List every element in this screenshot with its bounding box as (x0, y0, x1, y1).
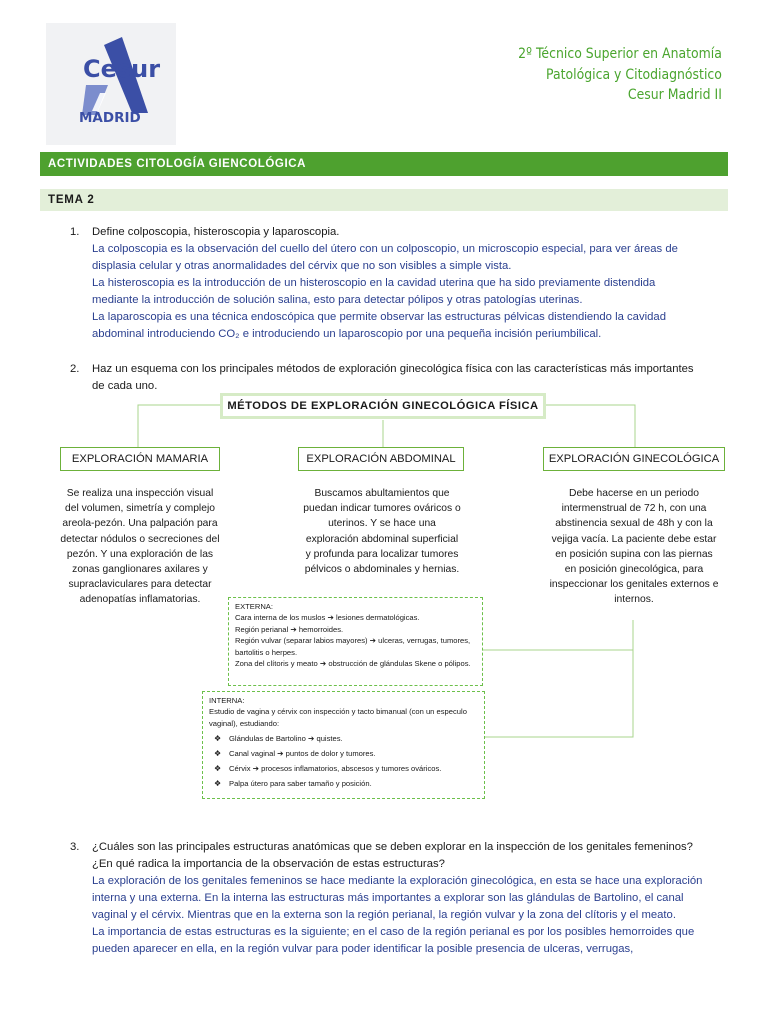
arrow-icon: ➔ (277, 748, 284, 758)
arrow-icon: ➔ (252, 763, 260, 773)
interna-box (202, 691, 485, 799)
arrow-icon: ➔ (369, 636, 377, 646)
question-text: Define colposcopia, histeroscopia y laparoscopia. (92, 226, 340, 238)
externa-item-site: Zona del clítoris y meato (235, 659, 318, 669)
interna-item (209, 733, 478, 744)
answer-colposcopia: La colposcopia es la observación del cuello del útero con un colposcopio, un microscopio especial, para ver áreas de displasia celular y otras anormalidades del cérvix que no son visibles a simple vista. (92, 243, 678, 272)
externa-item-finding: hemorroides. (298, 624, 344, 634)
box-exploracion-ginecologica: EXPLORACIÓN GINECOLÓGICA (543, 447, 725, 471)
answer-structures: La exploración de los genitales femeninos se hace mediante la exploración ginecológica, en esta se hace una exploración interna y una externa. En la interna las estructuras más importantes a explorar son las glándulas de Bartolino, el canal vaginal y el cérvix. Mientras que en la externa son la región perianal, la región vulvar y la zona del clítoris y el meato. (92, 875, 703, 921)
interna-item (209, 748, 478, 759)
desc-abdominal: Buscamos abultamientos que puedan indicar tumores ováricos o uterinos. Y se hace una exploración abdominal superficial y profunda para localizar tumores pélvicos o abdominales y hernias. (303, 488, 461, 576)
externa-item-site: Cara interna de los muslos (235, 613, 326, 623)
externa-heading: EXTERNA: (235, 602, 273, 611)
desc-ginecologica: Debe hacerse en un periodo intermenstrual de 72 h, con una abstinencia sexual de 48h y con la vejiga vacía. La paciente debe estar en posición supina con las piernas en posición ginecológica, para inspeccionar los genitales externos e internos. (549, 488, 719, 606)
externa-item-site: Región perianal (235, 624, 289, 634)
diamond-bullet-icon: ❖ (214, 748, 222, 758)
externa-item (235, 635, 476, 658)
document-header (518, 44, 722, 106)
interna-item (209, 778, 478, 789)
externa-item (235, 624, 476, 635)
header-line-1: 2º Técnico Superior en Anatomía (518, 46, 722, 62)
diagram-title: MÉTODOS DE EXPLORACIÓN GINECOLÓGICA FÍSICA (220, 393, 546, 419)
arrow-icon: ➔ (307, 733, 315, 743)
externa-item (235, 612, 476, 623)
interna-item-site: Cérvix (229, 763, 251, 773)
question-text: Haz un esquema con los principales métodos de exploración ginecológica física con las características más importantes de cada uno. (92, 363, 694, 392)
question-number: 1. (70, 226, 80, 238)
interna-item-site: Glándulas de Bartolino (229, 733, 306, 743)
externa-item-site: Región vulvar (separar labios mayores) (235, 636, 368, 646)
interna-list (209, 733, 478, 789)
arrow-icon: ➔ (327, 613, 334, 623)
diamond-bullet-icon: ❖ (214, 733, 222, 743)
arrow-icon: ➔ (319, 659, 327, 669)
section-title-bar: ACTIVIDADES CITOLOGÍA GIENCOLÓGICA (40, 152, 728, 176)
externa-item-finding: obstrucción de glándulas Skene o pólipos. (328, 659, 471, 669)
topic-title-bar: TEMA 2 (40, 189, 728, 213)
desc-mamaria: Se realiza una inspección visual del volumen, simetría y complejo areola-pezón. Una palpación para detectar nódulos o secreciones del pezón. Y una exploración de las zonas ganglionares axilares y supraclaviculares para detectar adenopatías inflamatorias. (60, 488, 220, 606)
answer-histeroscopia: La histeroscopia es la introducción de un histeroscopio en la cavidad uterina que ha sido previamente distendida mediante la introducción de solución salina, esto para detectar pólipos y otras patologías uterinas. (92, 277, 656, 306)
logo-word-top: Cesur (83, 55, 161, 83)
diamond-bullet-icon: ❖ (214, 763, 222, 773)
interna-item-site: Canal vaginal (229, 748, 276, 758)
externa-item-finding: lesiones dermatológicas. (335, 613, 420, 623)
logo-word-bottom: MADRID (79, 110, 141, 126)
externa-item (235, 658, 476, 669)
interna-heading: INTERNA: (209, 696, 245, 705)
interna-item (209, 763, 478, 774)
box-exploracion-mamaria: EXPLORACIÓN MAMARIA (60, 447, 220, 471)
question-number: 2. (70, 363, 80, 375)
interna-item-finding: puntos de dolor y tumores. (285, 748, 376, 758)
box-exploracion-abdominal: EXPLORACIÓN ABDOMINAL (298, 447, 464, 471)
question-number: 3. (70, 841, 80, 853)
externa-item-finding: ulceras, verrugas, tumores, bartolitis o herpes. (235, 636, 471, 657)
arrow-icon: ➔ (290, 624, 297, 634)
header-line-3: Cesur Madrid II (627, 87, 722, 103)
diamond-bullet-icon: ❖ (214, 778, 222, 788)
question-text: ¿Cuáles son las principales estructuras anatómicas que se deben explorar en la inspección de los genitales femeninos?¿En qué radica la importancia de la observación de estas estructuras? (92, 841, 693, 870)
interna-item-finding: quistes. (316, 733, 343, 743)
externa-box (228, 597, 483, 686)
header-line-2: Patológica y Citodiagnóstico (546, 66, 722, 83)
interna-intro: Estudio de vagina y cérvix con inspección y tacto bimanual (con un especulo vaginal), estudiando: (209, 707, 467, 728)
interna-item-site: Palpa útero para saber tamaño y posición. (229, 778, 372, 788)
answer-importance: La importancia de estas estructuras es la siguiente; en el caso de la región perianal es por los posibles hemorroides que pueden aparecer en ella, en la región vulvar para poder identificar la posible presencia de ulceras, verrugas, (92, 926, 695, 955)
interna-item-finding: procesos inflamatorios, abscesos y tumores ováricos. (261, 763, 442, 773)
cesur-madrid-logo (46, 23, 176, 145)
answer-laparoscopia: La laparoscopia es una técnica endoscópica que permite observar las estructuras pélvicas distendiendo la cavidad abdominal introduciendo CO₂ e introduciendo un laparoscopio por una pequeña incisión periumbilical. (92, 311, 666, 340)
